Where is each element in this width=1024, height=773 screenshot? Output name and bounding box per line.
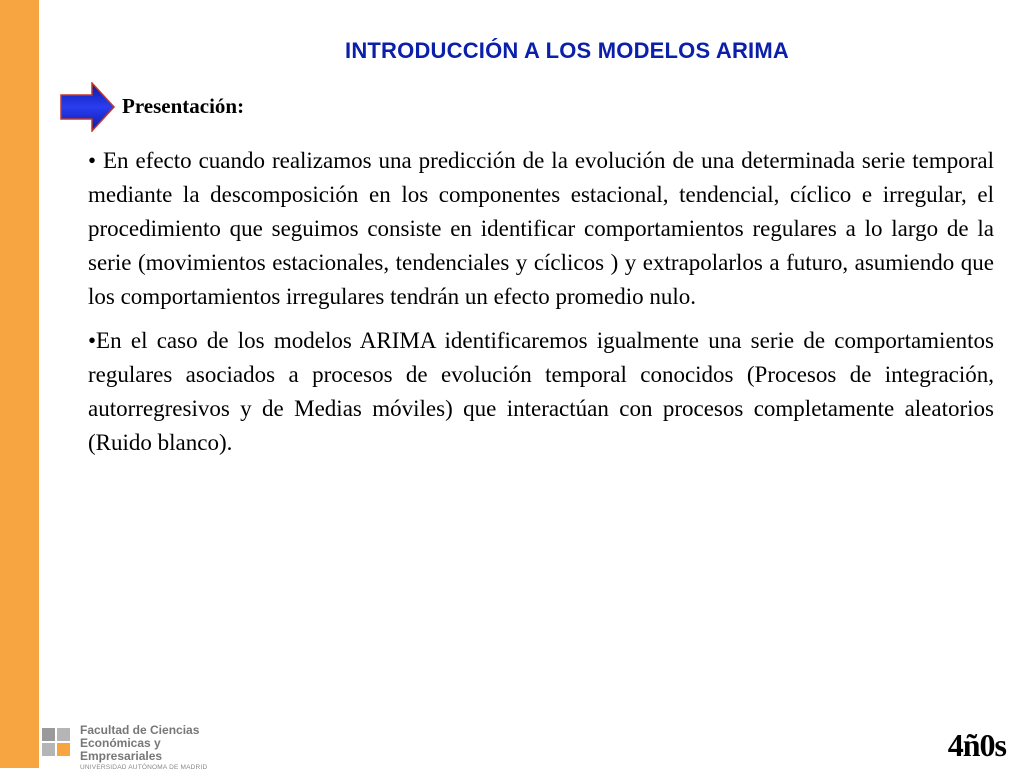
faculty-logo-text xyxy=(80,724,242,773)
paragraph-2: •En el caso de los modelos ARIMA identificaremos igualmente una serie de comportamientos regulares asociados a procesos de evolución temporal conocidos (Procesos de integración, autorregresivos y de Medias móviles) que interactúan con procesos completamente aleatorios (Ruido blanco). xyxy=(88,328,994,455)
slide-title: INTRODUCCIÓN A LOS MODELOS ARIMA xyxy=(345,38,789,63)
logo-line-2: Económicas y Empresariales xyxy=(80,736,163,763)
side-accent-bar xyxy=(0,0,39,768)
slide-body xyxy=(88,144,994,470)
faculty-logo-mark xyxy=(42,728,72,758)
section-heading: Presentación: xyxy=(122,94,245,118)
logo-line-3: UNIVERSIDAD AUTÓNOMA DE MADRID xyxy=(80,764,208,771)
right-arrow-icon xyxy=(60,82,116,132)
watermark: 4ñ0s xyxy=(947,727,1006,763)
paragraph-1: • En efecto cuando realizamos una predicción de la evolución de una determinada serie temporal mediante la descomposición en los componentes estacional, tendencial, cíclico e irregular, el procedimiento que seguimos consiste en identificar comportamientos regulares a lo largo de la serie (movimientos estacionales, tendenciales y cíclicos ) y extrapolarlos a futuro, asumiendo que los comportamientos irregulares tendrán un efecto promedio nulo. xyxy=(88,148,994,309)
faculty-logo xyxy=(42,722,242,771)
logo-line-1: Facultad de Ciencias xyxy=(80,723,200,737)
